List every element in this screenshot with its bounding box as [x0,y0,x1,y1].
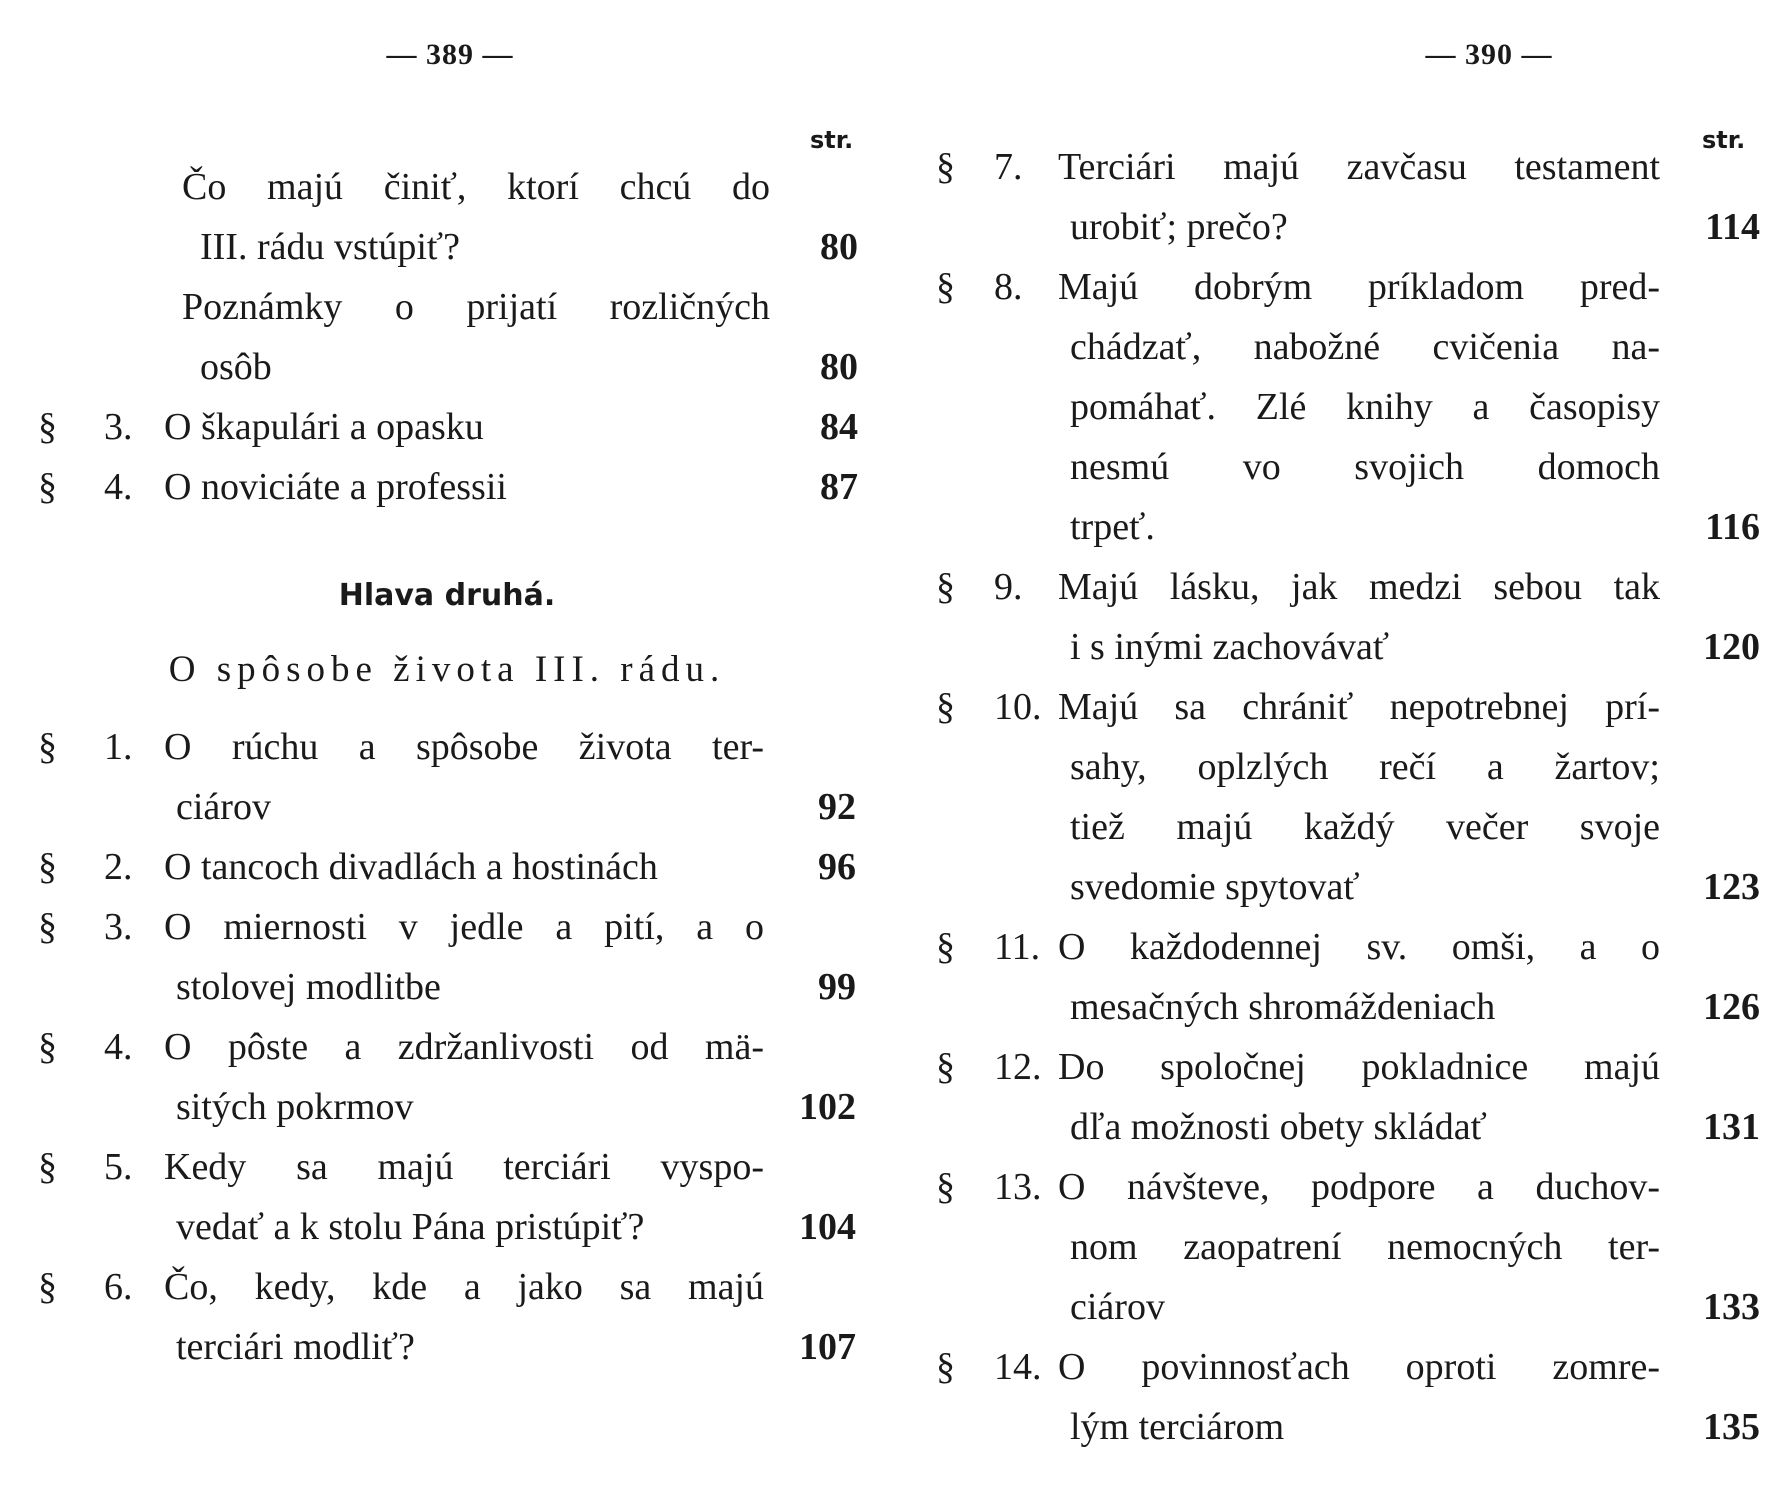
entry-title-line: stolovej modlitbe [176,966,441,1008]
section-number: 1. [104,726,133,768]
section-number: 13. [994,1166,1042,1208]
section-number: 4. [104,466,133,508]
entry-title-line: ciárov [176,786,271,828]
section-sign: § [936,266,955,308]
page-column-label: str. [1702,126,1746,154]
entry-title-line: Terciári majú zavčasu testament [1058,146,1660,188]
section-number: 3. [104,406,133,448]
entry-title-line: trpeť. [1070,506,1155,548]
entry-title-line: Majú lásku, jak medzi sebou tak [1058,566,1660,608]
entry-title-line: O rúchu a spôsobe života ter- [164,726,764,768]
entry-title-line: tiež majú každý večer svoje [1070,806,1660,848]
entry-title-line: nom zaopatrení nemocných ter- [1070,1226,1660,1268]
page-reference: 131 [1703,1106,1760,1148]
section-number: 10. [994,686,1042,728]
page-reference: 87 [820,466,858,508]
page-reference: 123 [1703,866,1760,908]
entry-title-line: O každodennej sv. omši, a o [1058,926,1660,968]
section-sign: § [38,466,57,508]
entry-title-line: chádzať, nabožné cvičenia na- [1070,326,1660,368]
section-sign: § [936,146,955,188]
section-number: 12. [994,1046,1042,1088]
page-reference: 102 [799,1086,856,1128]
entry-title-line: i s inými zachovávať [1070,626,1390,668]
section-sign: § [38,406,57,448]
page-reference: 84 [820,406,858,448]
page-reference: 80 [820,226,858,268]
entry-title-line: Poznámky o prijatí rozličných [182,286,770,328]
entry-title-line: O návšteve, podpore a duchov- [1058,1166,1660,1208]
entry-title-line: pomáhať. Zlé knihy a časopisy [1070,386,1660,428]
entry-title-line: O škapulári a opasku [164,406,484,448]
entry-title-line: Majú dobrým príkladom pred- [1058,266,1660,308]
section-number: 6. [104,1266,133,1308]
entry-title-line: sahy, oplzlých rečí a žartov; [1070,746,1660,788]
section-sign: § [936,1046,955,1088]
section-sign: § [38,1026,57,1068]
entry-title-line: Čo, kedy, kde a jako sa majú [164,1266,764,1308]
page-column-label: str. [810,126,854,154]
section-number: 4. [104,1026,133,1068]
entry-title-line: O pôste a zdržanlivosti od mä- [164,1026,764,1068]
entry-title-line: mesačných shromáždeniach [1070,986,1496,1028]
entry-title-line: lým terciárom [1070,1406,1285,1448]
section-sign: § [936,566,955,608]
section-sign: § [936,1346,955,1388]
section-number: 5. [104,1146,133,1188]
section-sign: § [38,906,57,948]
page-number: — 389 — [386,38,514,71]
chapter-heading: Hlava druhá. [338,578,556,613]
entry-title-line: O tancoch divadlách a hostinách [164,846,658,888]
page-reference: 126 [1703,986,1760,1028]
entry-title-line: nesmú vo svojich domoch [1070,446,1660,488]
entry-title-line: O miernosti v jedle a pití, a o [164,906,764,948]
section-sign: § [936,1166,955,1208]
page-reference: 116 [1705,506,1760,548]
section-number: 3. [104,906,133,948]
entry-title-line: Čo majú činiť, ktorí chcú do [182,166,770,208]
entry-title-line: O noviciáte a professii [164,466,507,508]
entry-title-line: terciári modliť? [176,1326,415,1368]
section-sign: § [936,926,955,968]
entry-title-line: dľa možnosti obety skládať [1070,1106,1487,1148]
section-number: 7. [994,146,1023,188]
page-reference: 92 [818,786,856,828]
entry-title-line: vedať a k stolu Pána pristúpiť? [176,1206,645,1248]
page-reference: 114 [1705,206,1760,248]
section-number: 11. [994,926,1041,968]
entry-title-line: Do spoločnej pokladnice majú [1058,1046,1660,1088]
section-sign: § [38,726,57,768]
entry-title-line: svedomie spytovať [1070,866,1360,908]
entry-title-line: ciárov [1070,1286,1165,1328]
page-reference: 135 [1703,1406,1760,1448]
entry-title-line: osôb [200,346,272,388]
page-reference: 96 [818,846,856,888]
section-sign: § [936,686,955,728]
entry-title-line: Majú sa chrániť nepotrebnej prí- [1058,686,1660,728]
page-reference: 80 [820,346,858,388]
section-number: 2. [104,846,133,888]
chapter-subheading: O spôsobe života III. rádu. [168,649,726,690]
entry-title-line: O povinnosťach oproti zomre- [1058,1346,1660,1388]
page-reference: 107 [799,1326,856,1368]
page-number: — 390 — [1425,38,1553,71]
entry-title-line: Kedy sa majú terciári vyspo- [164,1146,764,1188]
page-reference: 133 [1703,1286,1760,1328]
section-number: 14. [994,1346,1042,1388]
entry-title-line: III. rádu vstúpiť? [200,226,460,268]
page-reference: 120 [1703,626,1760,668]
entry-title-line: urobiť; prečo? [1070,206,1288,248]
section-number: 9. [994,566,1023,608]
entry-title-line: sitých pokrmov [176,1086,414,1128]
section-number: 8. [994,266,1023,308]
page-reference: 104 [799,1206,856,1248]
section-sign: § [38,1146,57,1188]
section-sign: § [38,846,57,888]
page-reference: 99 [818,966,856,1008]
section-sign: § [38,1266,57,1308]
right-page [894,0,1788,1500]
